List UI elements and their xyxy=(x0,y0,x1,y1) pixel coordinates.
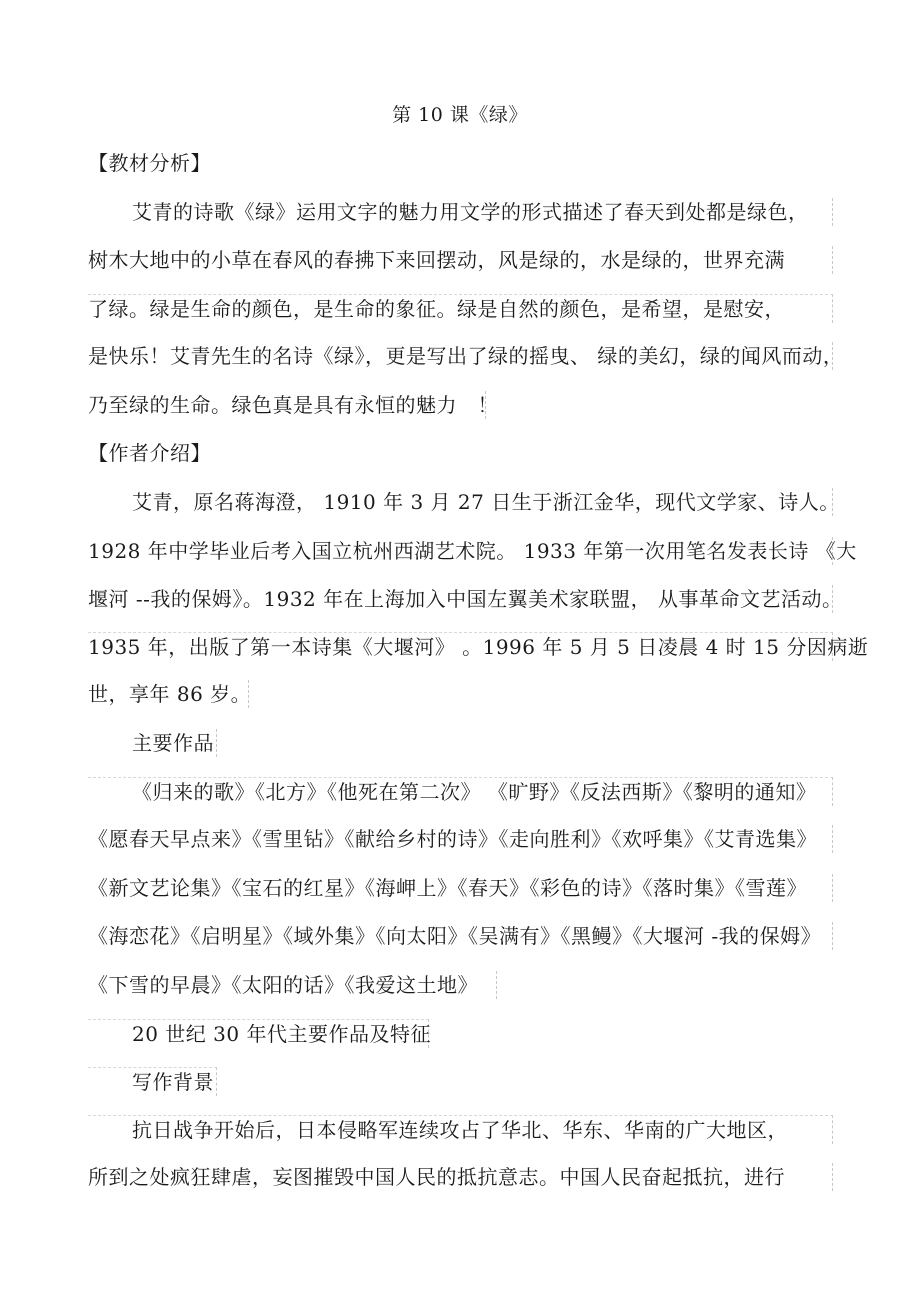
analysis-line: 树木大地中的小草在春风的春拂下来回摆动，风是绿的，水是绿的，世界充满 xyxy=(88,246,833,274)
works-line: 《海恋花》《启明星》《域外集》《向太阳》《吴满有》《黑鳗》《大堰河 -我的保姆》 xyxy=(88,922,833,950)
works-line: 《愿春天早点来》《雪里钻》《献给乡村的诗》《走向胜利》《欢呼集》《艾青选集》 xyxy=(88,825,833,853)
section-heading-era: 20 世纪 30 年代主要作品及特征 xyxy=(88,1019,429,1048)
author-line: 1928 年中学毕业后考入国立杭州西湖艺术院。 1933 年第一次用笔名发表长诗 《大 xyxy=(88,539,857,563)
section-heading-analysis: 【教材分析】 xyxy=(88,151,211,175)
works-line: 《下雪的早晨》《太阳的话》《我爱这土地》 xyxy=(88,971,497,999)
author-line: 世，享年 86 岁。 xyxy=(88,682,252,706)
analysis-line: 是快乐！艾青先生的名诗《绿》，更是写出了绿的摇曳、 绿的美幻，绿的闻风而动， xyxy=(88,344,844,368)
author-line: 1935 年，出版了第一本诗集《大堰河》 。1996 年 5 月 5 日凌晨 4 时 15 分因病逝 xyxy=(88,632,833,661)
analysis-line: 艾青的诗歌《绿》运用文字的魅力用文学的形式描述了春天到处都是绿色， xyxy=(88,198,833,226)
section-heading-background: 写作背景 xyxy=(88,1067,217,1096)
background-line: 抗日战争开始后，日本侵略军连续攻占了华北、华东、华南的广大地区， xyxy=(88,1115,833,1144)
author-line: 堰河 --我的保姆》。1932 年在上海加入中国左翼美术家联盟， 从事革命文艺活动。 xyxy=(88,587,843,611)
background-line: 所到之处疯狂肆虐，妄图摧毁中国人民的抵抗意志。中国人民奋起抵抗，进行 xyxy=(88,1163,833,1191)
section-heading-author: 【作者介绍】 xyxy=(88,441,211,465)
analysis-line: 了绿。绿是生命的颜色，是生命的象征。绿是自然的颜色，是希望，是慰安， xyxy=(88,294,833,323)
analysis-line: 乃至绿的生命。绿色真是具有永恒的魅力 ！ xyxy=(88,393,498,417)
section-heading-works: 主要作品 xyxy=(88,729,217,757)
works-line: 《新文艺论集》《宝石的红星》《海岬上》《春天》《彩色的诗》《落时集》《雪莲》 xyxy=(88,874,833,902)
page-title: 第 10 课《绿》 xyxy=(392,104,528,126)
author-line: 艾青，原名蒋海澄， 1910 年 3 月 27 日生于浙江金华，现代文学家、诗人。 xyxy=(88,488,833,516)
works-line: 《归来的歌》《北方》《他死在第二次》 《旷野》《反法西斯》《黎明的通知》 xyxy=(88,777,833,806)
